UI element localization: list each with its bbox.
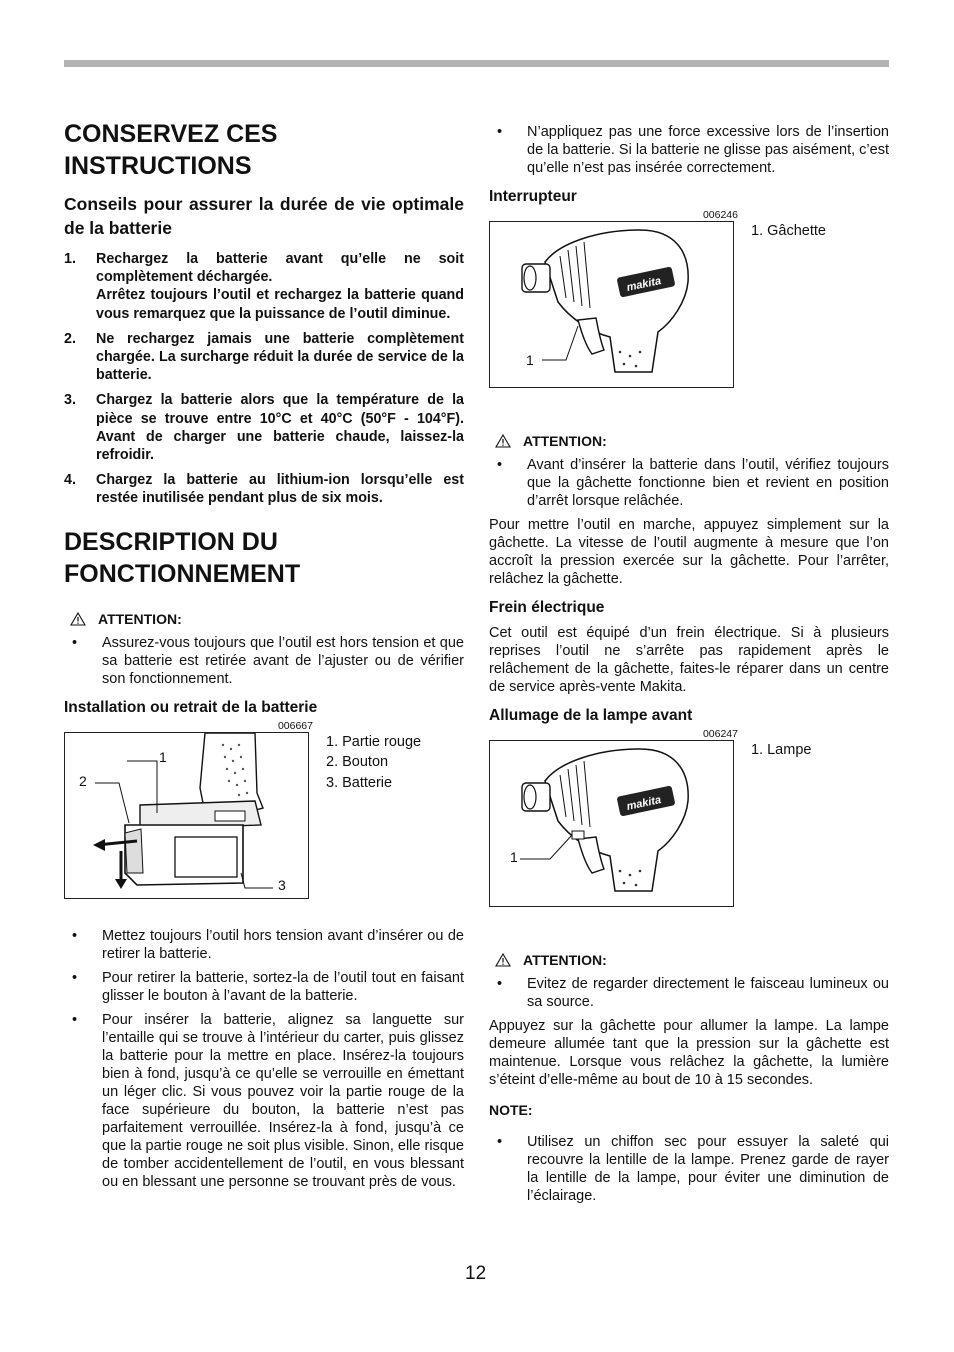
battery-tips-list bbox=[64, 250, 464, 508]
switch-paragraph: Pour mettre l’outil en marche, appuyez simplement sur la gâchette. La vitesse de l’outil augmente à mesure que l’on accroît la pression exercée sur la gâchette. Pour l’arrêter, relâchez la gâchette. bbox=[489, 517, 889, 587]
note-label: NOTE: bbox=[489, 1102, 533, 1118]
list-item: 3. Chargez la batterie alors que la température de la pièce se trouve entre 10°C et 40°C (50°F - 104°F). Avant de charger une batterie chaude, laissez-la refroidir. bbox=[64, 392, 464, 464]
callout-1: 1 bbox=[526, 352, 534, 368]
figure-legend: 1. Gâchette bbox=[751, 223, 826, 239]
insertion-bullet bbox=[489, 123, 889, 177]
callout-1: 1 bbox=[159, 748, 167, 765]
attention-list bbox=[489, 456, 889, 510]
section-title-instructions: CONSERVEZ CES INSTRUCTIONS bbox=[64, 120, 278, 180]
list-item: • Pour insérer la batterie, alignez sa languette sur l’entaille qui se trouve à l’intérieur du carter, puis glissez la batterie pour la mettre en place. Insérez-la toujours bien à fond, jusqu’à ce qu’elle se verrouille en émettant un léger clic. Si vous pouvez voir la partie rouge de la face supérieure du bouton, la batterie n’est pas parfaitement verrouillée. Insérez-la à fond, jusqu’à ce que la partie rouge ne soit plus visible. Sinon, elle risque de tomber accidentellement de l’outil, en vous blessant ou en blessant une personne se trouvant près de vous. bbox=[72, 1011, 464, 1190]
top-rule bbox=[64, 60, 889, 67]
list-item: 4. Chargez la batterie au lithium-ion lorsqu’elle est restée inutilisée pendant plus de six mois. bbox=[64, 472, 464, 507]
drill-drawing bbox=[490, 741, 733, 906]
list-item: • N’appliquez pas une force excessive lors de l’insertion de la batterie. Si la batterie ne glisse pas aisément, c’est qu’elle n’est pas insérée correctement. bbox=[497, 124, 889, 176]
figure-code: 006246 bbox=[702, 209, 738, 221]
install-heading: Installation ou retrait de la batterie bbox=[64, 698, 318, 716]
list-item: • Assurez-vous toujours que l’outil est hors tension et que sa batterie est retirée avant de l’ajuster ou de vérifier son fonctionnement. bbox=[72, 634, 464, 687]
list-item: • Avant d’insérer la batterie dans l’outil, vérifiez toujours que la gâchette fonctionne bien et revient en position d’arrêt lorsque relâchée. bbox=[497, 457, 889, 509]
left-column bbox=[64, 118, 464, 1197]
callout-3: 3 bbox=[278, 876, 286, 893]
warning-icon bbox=[495, 953, 511, 967]
list-item: 2. Ne rechargez jamais une batterie complètement chargée. La surcharge réduit la durée de service de la batterie. bbox=[64, 330, 464, 384]
callout-2: 2 bbox=[79, 772, 87, 789]
list-item: • Mettez toujours l’outil hors tension avant d’insérer ou de retirer la batterie. bbox=[72, 927, 464, 962]
battery-drawing bbox=[65, 733, 308, 898]
attention-list bbox=[489, 975, 889, 1011]
figure-legend: 1. Partie rouge 2. Bouton 3. Batterie bbox=[326, 733, 422, 791]
section-title-description: DESCRIPTION DU FONCTIONNEMENT bbox=[64, 527, 301, 588]
list-item: • Evitez de regarder directement le faisceau lumineux ou sa source. bbox=[497, 976, 889, 1010]
attention-heading: ATTENTION: bbox=[495, 432, 889, 450]
figure-legend: 1. Lampe bbox=[751, 742, 812, 758]
battery-figure bbox=[64, 720, 464, 899]
list-item: 1. Rechargez la batterie avant qu’elle ne soit complètement déchargée. Arrêtez toujours l’outil et rechargez la batterie quand vous remarquez que la puissance de l’outil diminue. bbox=[64, 251, 464, 322]
brand-logo: makita bbox=[625, 793, 663, 813]
switch-illustration bbox=[489, 221, 734, 388]
warning-icon bbox=[70, 612, 86, 626]
list-item: • Pour retirer la batterie, sortez-la de l’outil tout en faisant glisser le bouton à l’avant de la batterie. bbox=[72, 969, 464, 1004]
battery-illustration bbox=[64, 732, 309, 899]
lamp-paragraph: Appuyez sur la gâchette pour allumer la lampe. La lampe demeure allumée tant que la pression sur la gâchette est maintenue. Lorsque vous relâchez la gâchette, la lumière s’éteint d’elle-même au bout de 10 à 15 secondes. bbox=[489, 1018, 889, 1088]
battery-tips-heading: Conseils pour assurer la durée de vie optimale de la batterie bbox=[64, 194, 464, 238]
attention-heading: ATTENTION: bbox=[495, 951, 889, 969]
switch-figure bbox=[489, 209, 889, 388]
figure-code: 006247 bbox=[702, 728, 738, 740]
lamp-figure bbox=[489, 728, 889, 907]
lamp-heading: Allumage de la lampe avant bbox=[489, 707, 693, 724]
page-number: 12 bbox=[465, 1263, 487, 1284]
brake-heading: Frein électrique bbox=[489, 599, 605, 616]
right-column bbox=[489, 123, 889, 1211]
attention-heading: ATTENTION: bbox=[70, 610, 464, 628]
switch-heading: Interrupteur bbox=[489, 188, 577, 205]
figure-code: 006667 bbox=[277, 719, 313, 732]
warning-icon bbox=[495, 434, 511, 448]
lamp-illustration bbox=[489, 740, 734, 907]
list-item: • Utilisez un chiffon sec pour essuyer la saleté qui recouvre la lentille de la lampe. Prenez garde de rayer la lentille de la lampe, pour éviter une diminution de l’éclairage. bbox=[497, 1134, 889, 1204]
brake-paragraph: Cet outil est équipé d’un frein électrique. Si à plusieurs reprises l’outil ne s’arrête pas rapidement après le relâchement de la gâchette, faites-le réparer dans un centre de service après-vente Makita. bbox=[489, 625, 889, 695]
brand-logo: makita bbox=[625, 274, 663, 294]
callout-1: 1 bbox=[510, 849, 518, 865]
note-list bbox=[489, 1133, 889, 1205]
battery-bullets bbox=[64, 927, 464, 1191]
attention-list bbox=[64, 634, 464, 688]
